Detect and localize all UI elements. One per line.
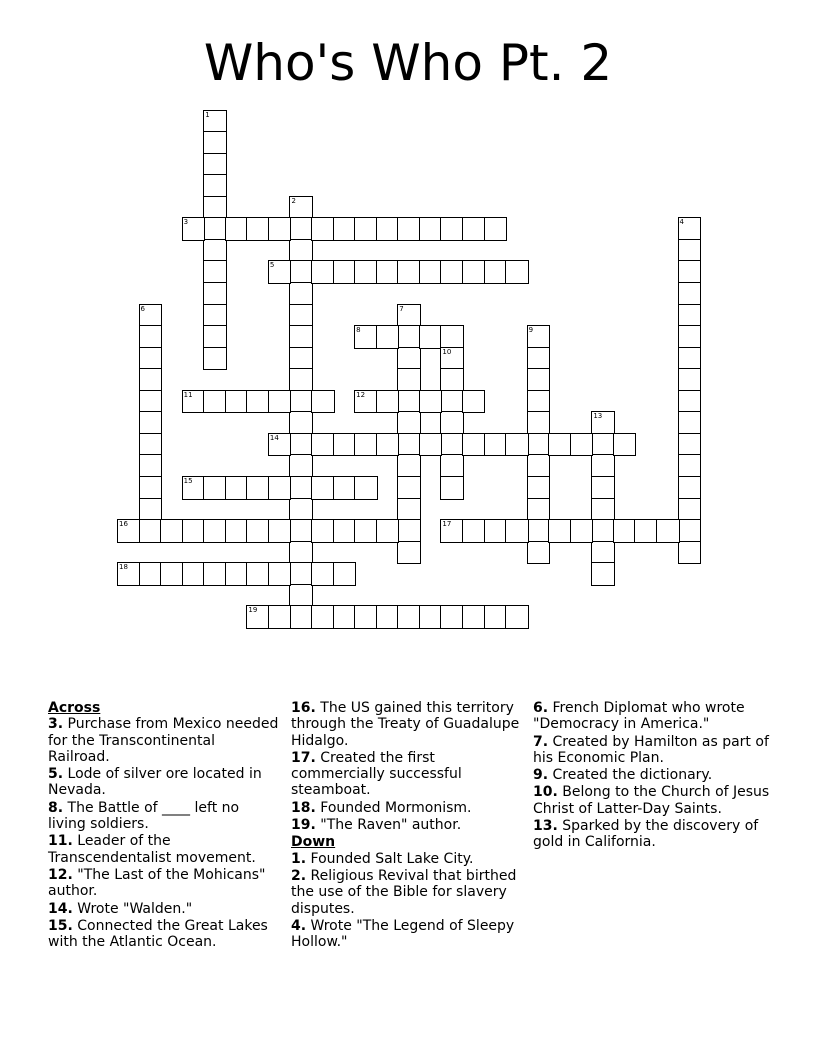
grid-cell[interactable] — [462, 433, 486, 457]
clue-item-text: Lode of silver ore located in Nevada. — [48, 766, 262, 799]
grid-cell[interactable] — [376, 217, 400, 241]
grid-cell[interactable] — [354, 217, 378, 241]
grid-cell[interactable] — [246, 390, 270, 414]
grid-cell-9[interactable] — [527, 325, 551, 349]
grid-cell[interactable] — [289, 347, 313, 371]
grid-cell[interactable] — [678, 476, 702, 500]
grid-cell[interactable] — [419, 217, 443, 241]
grid-cell[interactable] — [268, 476, 292, 500]
grid-cell[interactable] — [289, 433, 313, 457]
clue-number: 13 — [593, 412, 603, 421]
grid-cell[interactable] — [354, 605, 378, 629]
grid-cell[interactable] — [203, 282, 227, 306]
grid-cell[interactable] — [397, 476, 421, 500]
grid-cell[interactable] — [484, 433, 508, 457]
grid-cell[interactable] — [289, 282, 313, 306]
clue-item — [291, 700, 523, 749]
clue-item-text: Belong to the Church of Jesus Christ of Latter-Day Saints. — [533, 784, 770, 817]
grid-cell[interactable] — [397, 390, 421, 414]
clue-item-number: 9. — [533, 767, 549, 784]
grid-cell[interactable] — [419, 390, 443, 414]
grid-cell[interactable] — [139, 347, 163, 371]
grid-cell-5[interactable] — [268, 260, 292, 284]
grid-cell[interactable] — [591, 433, 615, 457]
grid-cell[interactable] — [678, 433, 702, 457]
clue-item-text: Connected the Great Lakes with the Atlantic Ocean. — [48, 917, 268, 951]
grid-cell[interactable] — [333, 605, 357, 629]
grid-cell[interactable] — [527, 454, 551, 478]
grid-cell[interactable] — [613, 433, 637, 457]
clue-item-number: 18. — [291, 799, 316, 816]
grid-cell[interactable] — [139, 498, 163, 522]
grid-cell[interactable] — [591, 519, 615, 543]
grid-cell[interactable] — [462, 217, 486, 241]
grid-cell[interactable] — [139, 519, 163, 543]
grid-cell[interactable] — [440, 260, 464, 284]
grid-cell[interactable] — [289, 304, 313, 328]
grid-cell[interactable] — [440, 476, 464, 500]
grid-cell[interactable] — [462, 605, 486, 629]
grid-cell[interactable] — [397, 411, 421, 435]
grid-cell[interactable] — [289, 239, 313, 263]
clue-number: 2 — [291, 196, 296, 205]
grid-cell[interactable] — [139, 433, 163, 457]
grid-cell-2[interactable] — [289, 196, 313, 220]
clue-item-text: The Battle of ____ left no living soldiers. — [48, 799, 240, 833]
grid-cell[interactable] — [527, 498, 551, 522]
grid-cell[interactable] — [289, 454, 313, 478]
grid-cell[interactable] — [139, 411, 163, 435]
clue-item — [533, 767, 773, 783]
grid-cell[interactable] — [613, 519, 637, 543]
grid-cell[interactable] — [354, 433, 378, 457]
grid-cell[interactable] — [203, 476, 227, 500]
grid-cell[interactable] — [678, 411, 702, 435]
grid-cell[interactable] — [139, 325, 163, 349]
down-header: Down — [291, 834, 336, 851]
grid-cell[interactable] — [203, 519, 227, 543]
clue-number: 10 — [442, 347, 452, 356]
grid-cell[interactable] — [548, 433, 572, 457]
grid-cell[interactable] — [678, 541, 702, 565]
grid-cell[interactable] — [570, 433, 594, 457]
grid-cell[interactable] — [678, 368, 702, 392]
grid-cell[interactable] — [289, 325, 313, 349]
clue-number: 18 — [119, 563, 128, 572]
grid-cell[interactable] — [268, 605, 292, 629]
clue-item — [48, 716, 280, 765]
grid-cell[interactable] — [505, 433, 529, 457]
grid-cell[interactable] — [397, 217, 421, 241]
grid-cell[interactable] — [311, 260, 335, 284]
grid-cell[interactable] — [397, 519, 421, 543]
clue-item-text: Purchase from Mexico needed for the Transcontinental Railroad. — [48, 716, 279, 765]
clue-column-3 — [533, 700, 773, 852]
clue-item-text: Founded Mormonism. — [315, 799, 472, 816]
clue-item — [48, 766, 280, 799]
grid-cell[interactable] — [139, 562, 163, 586]
grid-cell[interactable] — [548, 519, 572, 543]
grid-cell-18[interactable] — [117, 562, 141, 586]
grid-cell[interactable] — [397, 605, 421, 629]
grid-cell[interactable] — [203, 325, 227, 349]
grid-cell[interactable] — [182, 562, 206, 586]
grid-cell[interactable] — [678, 282, 702, 306]
grid-cell[interactable] — [656, 519, 680, 543]
grid-cell[interactable] — [678, 454, 702, 478]
grid-cell[interactable] — [484, 605, 508, 629]
grid-cell[interactable] — [160, 562, 184, 586]
grid-cell[interactable] — [246, 217, 270, 241]
grid-cell[interactable] — [225, 476, 249, 500]
clue-item-number: 5. — [48, 766, 64, 783]
across-header: Across — [48, 700, 101, 716]
grid-cell-11[interactable] — [182, 390, 206, 414]
clue-number: 16 — [119, 520, 128, 529]
grid-cell[interactable] — [634, 519, 658, 543]
grid-cell[interactable] — [397, 260, 421, 284]
grid-cell[interactable] — [462, 260, 486, 284]
grid-cell[interactable] — [311, 476, 335, 500]
grid-cell[interactable] — [203, 562, 227, 586]
grid-cell[interactable] — [289, 605, 313, 629]
grid-cell[interactable] — [289, 217, 313, 241]
clue-number: 8 — [356, 326, 361, 335]
grid-cell[interactable] — [527, 347, 551, 371]
clue-item-text: The US gained this territory through the Treaty of Guadalupe Hidalgo. — [291, 700, 520, 749]
grid-cell[interactable] — [527, 390, 551, 414]
grid-cell[interactable] — [333, 562, 357, 586]
clue-item — [291, 868, 523, 917]
grid-cell[interactable] — [505, 519, 529, 543]
grid-cell-12[interactable] — [354, 390, 378, 414]
clue-column-1 — [48, 700, 280, 951]
grid-cell-13[interactable] — [591, 411, 615, 435]
grid-cell[interactable] — [246, 562, 270, 586]
clue-item-text: Created the first commercially successful steamboat. — [291, 749, 462, 799]
clue-number: 6 — [140, 304, 146, 313]
clue-column-2 — [291, 700, 523, 951]
grid-cell[interactable] — [419, 605, 443, 629]
clue-item-text: French Diplomat who wrote "Democracy in America." — [533, 700, 745, 733]
grid-cell[interactable] — [527, 411, 551, 435]
page-title: Who's Who Pt. 2 — [203, 34, 613, 92]
grid-cell[interactable] — [225, 519, 249, 543]
grid-cell[interactable] — [505, 260, 529, 284]
grid-cell[interactable] — [591, 541, 615, 565]
grid-cell[interactable] — [289, 541, 313, 565]
grid-cell-3[interactable] — [182, 217, 206, 241]
grid-cell[interactable] — [354, 476, 378, 500]
grid-cell[interactable] — [289, 562, 313, 586]
clue-item-text: Wrote "Walden." — [72, 900, 193, 917]
grid-cell[interactable] — [376, 260, 400, 284]
clue-number: 1 — [205, 110, 210, 119]
grid-cell[interactable] — [203, 174, 227, 198]
grid-cell[interactable] — [246, 519, 270, 543]
grid-cell[interactable] — [354, 260, 378, 284]
grid-cell[interactable] — [462, 390, 486, 414]
grid-cell[interactable] — [160, 519, 184, 543]
grid-cell[interactable] — [311, 390, 335, 414]
clue-item — [48, 918, 280, 951]
grid-cell[interactable] — [203, 217, 227, 241]
grid-cell[interactable] — [440, 390, 464, 414]
grid-cell[interactable] — [139, 368, 163, 392]
grid-cell[interactable] — [376, 519, 400, 543]
grid-cell[interactable] — [268, 390, 292, 414]
clue-item-number: 1. — [291, 850, 307, 867]
grid-cell[interactable] — [397, 433, 421, 457]
clue-item — [291, 750, 523, 799]
grid-cell[interactable] — [527, 519, 551, 543]
grid-cell[interactable] — [225, 562, 249, 586]
grid-cell[interactable] — [333, 217, 357, 241]
grid-cell[interactable] — [203, 131, 227, 155]
grid-cell[interactable] — [591, 476, 615, 500]
clue-number: 5 — [269, 261, 275, 270]
clue-number: 4 — [679, 218, 685, 227]
grid-cell[interactable] — [376, 325, 400, 349]
grid-cell-15[interactable] — [182, 476, 206, 500]
grid-cell[interactable] — [397, 368, 421, 392]
clue-item-number: 12. — [48, 866, 73, 883]
grid-cell[interactable] — [333, 476, 357, 500]
grid-cell[interactable] — [203, 153, 227, 177]
clue-item — [533, 818, 773, 851]
grid-cell[interactable] — [203, 260, 227, 284]
grid-cell[interactable] — [182, 519, 206, 543]
clue-item-text: Leader of the Transcendentalist movement. — [48, 833, 256, 866]
grid-cell[interactable] — [440, 433, 464, 457]
clue-item — [533, 700, 773, 733]
clue-item-text: Created the dictionary. — [548, 767, 713, 784]
clue-item-text: "The Last of the Mohicans" author. — [48, 866, 266, 900]
grid-cell[interactable] — [484, 519, 508, 543]
grid-cell[interactable] — [289, 519, 313, 543]
clue-item — [48, 833, 280, 866]
grid-cell[interactable] — [440, 605, 464, 629]
clue-item-number: 14. — [48, 900, 73, 917]
grid-cell-19[interactable] — [246, 605, 270, 629]
grid-cell[interactable] — [333, 260, 357, 284]
grid-cell[interactable] — [678, 304, 702, 328]
clue-item — [291, 800, 523, 816]
clue-number: 11 — [183, 390, 193, 399]
grid-cell[interactable] — [397, 498, 421, 522]
clue-number: 19 — [248, 606, 258, 615]
clue-item-number: 19. — [291, 817, 316, 834]
grid-cell[interactable] — [268, 519, 292, 543]
grid-cell[interactable] — [203, 347, 227, 371]
clue-number: 7 — [399, 304, 404, 313]
grid-cell[interactable] — [225, 390, 249, 414]
clue-item-text: Sparked by the discovery of gold in California. — [533, 818, 759, 851]
grid-cell[interactable] — [591, 498, 615, 522]
grid-cell[interactable] — [591, 454, 615, 478]
clue-item-number: 10. — [533, 784, 558, 801]
clue-item-number: 4. — [291, 917, 307, 934]
grid-cell[interactable] — [484, 217, 508, 241]
grid-cell[interactable] — [527, 476, 551, 500]
grid-cell[interactable] — [678, 390, 702, 414]
grid-cell[interactable] — [462, 519, 486, 543]
clue-item-text: Created by Hamilton as part of his Economic Plan. — [533, 733, 769, 766]
grid-cell[interactable] — [311, 433, 335, 457]
grid-cell-7[interactable] — [397, 304, 421, 328]
grid-cell[interactable] — [505, 605, 529, 629]
grid-cell-17[interactable] — [440, 519, 464, 543]
grid-cell[interactable] — [311, 217, 335, 241]
grid-cell-6[interactable] — [139, 304, 163, 328]
grid-cell[interactable] — [311, 605, 335, 629]
clue-item — [48, 800, 280, 833]
grid-cell[interactable] — [440, 368, 464, 392]
clue-item — [291, 851, 523, 867]
grid-cell-8[interactable] — [354, 325, 378, 349]
grid-cell[interactable] — [678, 260, 702, 284]
grid-cell[interactable] — [440, 454, 464, 478]
grid-cell[interactable] — [484, 260, 508, 284]
clue-item-number: 16. — [291, 700, 316, 716]
grid-cell[interactable] — [678, 239, 702, 263]
clue-item-number: 8. — [48, 799, 64, 816]
clue-number: 9 — [528, 326, 534, 335]
clue-number: 17 — [442, 520, 452, 529]
grid-cell[interactable] — [376, 433, 400, 457]
clue-item — [291, 817, 523, 833]
grid-cell[interactable] — [678, 498, 702, 522]
grid-cell[interactable] — [289, 368, 313, 392]
clue-item-number: 3. — [48, 716, 64, 733]
grid-cell[interactable] — [311, 562, 335, 586]
grid-cell[interactable] — [268, 562, 292, 586]
clue-item-text: Religious Revival that birthed the use of the Bible for slavery disputes. — [291, 867, 517, 917]
grid-cell-16[interactable] — [117, 519, 141, 543]
clue-item-text: "The Raven" author. — [315, 817, 462, 834]
grid-cell[interactable] — [203, 390, 227, 414]
grid-cell[interactable] — [333, 433, 357, 457]
clue-item-text: Wrote "The Legend of Sleepy Hollow." — [291, 917, 515, 951]
clue-item-number: 13. — [533, 818, 558, 835]
grid-cell[interactable] — [289, 260, 313, 284]
grid-cell-10[interactable] — [440, 347, 464, 371]
grid-cell[interactable] — [678, 325, 702, 349]
grid-cell[interactable] — [268, 217, 292, 241]
grid-cell[interactable] — [203, 239, 227, 263]
grid-cell[interactable] — [419, 260, 443, 284]
clue-number: 3 — [183, 218, 189, 227]
clue-number: 15 — [183, 477, 193, 486]
clue-item — [48, 901, 280, 917]
clue-item — [533, 734, 773, 767]
grid-cell[interactable] — [246, 476, 270, 500]
grid-cell[interactable] — [139, 390, 163, 414]
grid-cell[interactable] — [678, 347, 702, 371]
clue-item-text: Founded Salt Lake City. — [306, 850, 474, 867]
grid-cell[interactable] — [527, 433, 551, 457]
grid-cell[interactable] — [419, 325, 443, 349]
grid-cell-14[interactable] — [268, 433, 292, 457]
grid-cell[interactable] — [289, 498, 313, 522]
clue-item-number: 2. — [291, 867, 307, 884]
grid-cell-1[interactable] — [203, 110, 227, 134]
clue-item-number: 7. — [533, 733, 549, 750]
grid-cell[interactable] — [678, 519, 702, 543]
grid-cell[interactable] — [289, 476, 313, 500]
grid-cell[interactable] — [419, 433, 443, 457]
grid-cell[interactable] — [440, 217, 464, 241]
grid-cell[interactable] — [289, 584, 313, 608]
clue-item-number: 15. — [48, 917, 73, 934]
clue-item — [533, 784, 773, 817]
grid-cell[interactable] — [397, 454, 421, 478]
grid-cell[interactable] — [139, 454, 163, 478]
clue-item-number: 17. — [291, 749, 316, 766]
grid-cell[interactable] — [440, 411, 464, 435]
grid-cell[interactable] — [376, 605, 400, 629]
grid-cell-4[interactable] — [678, 217, 702, 241]
grid-cell[interactable] — [397, 541, 421, 565]
grid-cell[interactable] — [527, 368, 551, 392]
grid-cell[interactable] — [289, 411, 313, 435]
clue-item-number: 6. — [533, 700, 549, 716]
grid-cell[interactable] — [570, 519, 594, 543]
grid-cell[interactable] — [591, 562, 615, 586]
clue-number: 14 — [269, 433, 279, 442]
grid-cell[interactable] — [311, 519, 335, 543]
grid-cell[interactable] — [440, 325, 464, 349]
grid-cell[interactable] — [289, 390, 313, 414]
grid-cell[interactable] — [225, 217, 249, 241]
grid-cell[interactable] — [376, 390, 400, 414]
clue-item — [291, 918, 523, 951]
grid-cell[interactable] — [397, 347, 421, 371]
grid-cell[interactable] — [397, 325, 421, 349]
grid-cell[interactable] — [354, 519, 378, 543]
grid-cell[interactable] — [139, 476, 163, 500]
grid-cell[interactable] — [527, 541, 551, 565]
clue-item — [48, 867, 280, 900]
clue-item-number: 11. — [48, 833, 73, 850]
clue-number: 12 — [356, 390, 366, 399]
grid-cell[interactable] — [203, 304, 227, 328]
grid-cell[interactable] — [203, 196, 227, 220]
grid-cell[interactable] — [333, 519, 357, 543]
